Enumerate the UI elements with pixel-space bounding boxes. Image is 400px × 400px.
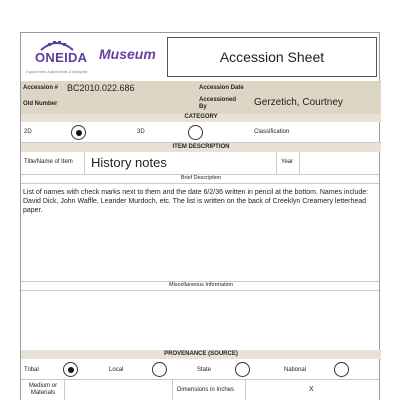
- brief-description-heading: Brief Description: [180, 175, 222, 181]
- category-3d-label: 3D: [137, 129, 145, 135]
- year-label: Year: [281, 159, 294, 165]
- accession-number-value[interactable]: BC2010.022.686: [67, 83, 135, 93]
- provenance-state-label: State: [197, 367, 212, 373]
- dimensions-label: Dimensions in Inches: [177, 387, 235, 393]
- accession-sheet: [20, 32, 380, 400]
- classification-label: Classification: [254, 129, 290, 135]
- divider: [21, 290, 381, 291]
- divider: [21, 183, 381, 184]
- misc-information-heading: Miscellaneous Information: [169, 282, 233, 288]
- old-number-label: Old Number: [23, 101, 58, 107]
- provenance-local-label: Local: [109, 367, 124, 373]
- category-2d-label: 2D: [24, 129, 32, 135]
- accessioned-by-label: Accessioned By: [199, 97, 237, 110]
- sheet-header: [21, 33, 381, 81]
- divider: [172, 380, 173, 400]
- title-name-value[interactable]: History notes: [91, 155, 167, 170]
- provenance-local-radio[interactable]: [152, 362, 167, 377]
- provenance-national-radio[interactable]: [334, 362, 349, 377]
- divider: [84, 152, 85, 174]
- provenance-state-radio[interactable]: [235, 362, 250, 377]
- accession-number-label: Accession #: [23, 85, 59, 91]
- divider: [245, 380, 246, 400]
- divider: [64, 380, 65, 400]
- logo-text: ONEIDA: [35, 50, 88, 65]
- medium-materials-label: Medium or Materials: [28, 383, 58, 396]
- divider: [299, 152, 300, 174]
- dimensions-separator: X: [309, 386, 314, 393]
- provenance-tribal-radio[interactable]: [63, 362, 78, 377]
- divider: [21, 379, 381, 380]
- oneida-logo: [25, 37, 97, 79]
- category-3d-radio[interactable]: [188, 125, 203, 140]
- provenance-national-label: National: [284, 367, 307, 373]
- category-2d-radio[interactable]: [71, 125, 86, 140]
- divider: [276, 152, 277, 174]
- brief-description-text[interactable]: List of names with check marks next to them and the date 6/2/36 written in pencil at the bottom. Names include: David Dick, John Waffle, Leander Murdoch, etc. The list is written on the back of Creeklyn Creamery letterhead paper.: [23, 189, 369, 214]
- provenance-tribal-label: Tribal: [24, 367, 39, 373]
- title-name-label: Title/Name of Item: [24, 159, 73, 165]
- category-heading: CATEGORY: [184, 114, 218, 120]
- museum-label: Museum: [99, 46, 156, 62]
- provenance-heading: PROVENANCE (SOURCE): [164, 351, 238, 357]
- page-title: Accession Sheet: [167, 37, 377, 77]
- item-description-heading: ITEM DESCRIPTION: [172, 144, 230, 150]
- accessioned-by-value[interactable]: Gerzetich, Courtney: [254, 97, 343, 108]
- radio-selected-dot: [76, 130, 82, 136]
- radio-selected-dot: [68, 367, 74, 373]
- logo-tagline: A good mind. A good heart. A strong fire.: [26, 70, 89, 74]
- accession-date-label: Accession Date: [199, 85, 244, 91]
